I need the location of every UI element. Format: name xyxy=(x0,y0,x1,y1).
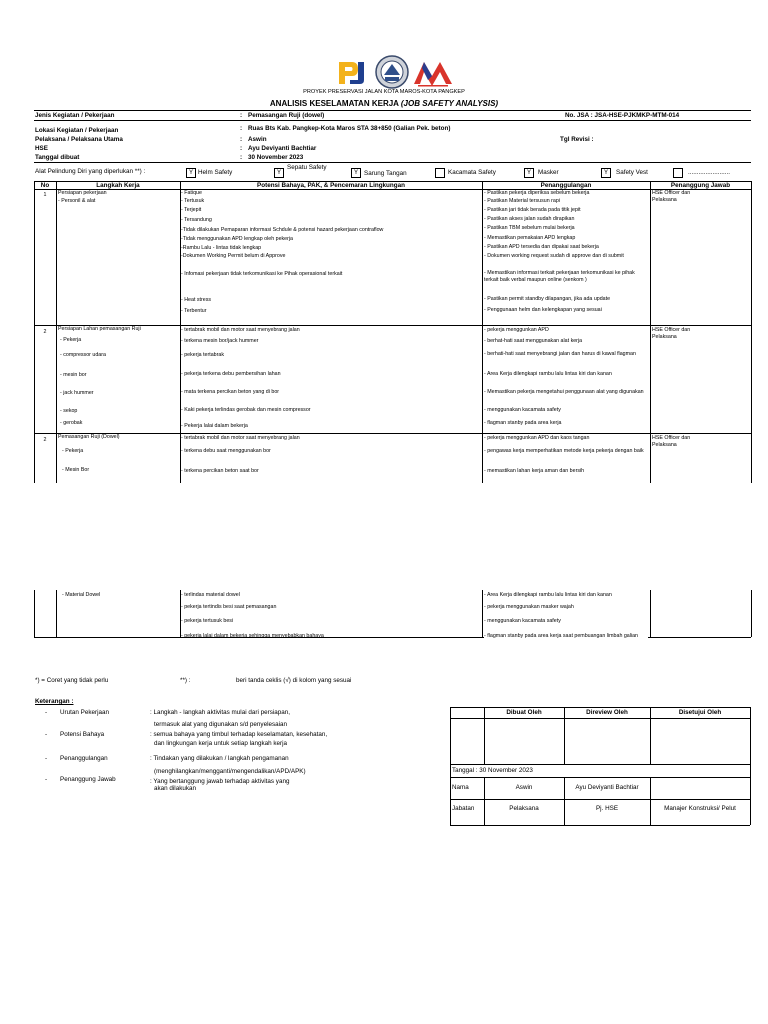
control-item: - pekerja menggunkan APD xyxy=(484,327,549,333)
control-item: - pengawas kerja memperhatikan metode kerja pekerja dengan baik xyxy=(484,448,644,454)
control-item: - Pastikan Material tersusun rapi xyxy=(484,198,560,204)
control-item: - Dokumen working request sudah di approve dan di submit xyxy=(484,253,624,259)
sig-jabatan-label: Jabatan xyxy=(452,805,475,812)
hazard-item: -Tidak menggunakan APD lengkap oleh pekerja xyxy=(181,236,293,242)
hazard-item: - Fatique xyxy=(181,190,202,196)
control-item: - berhati-hati saat menyebrangi jalan dan harus di kawal flagman xyxy=(484,351,636,357)
hazard-item: - pekerja terkena debu pembersihan lahan xyxy=(181,371,281,377)
sig-nama-direview: Ayu Deviyanti Bachtiar xyxy=(575,784,639,791)
step-item: Persiapan pekerjaan xyxy=(58,190,107,196)
tgl-revisi: Tgl Revisi : xyxy=(560,136,594,143)
footnote-stars: **) : xyxy=(180,677,191,684)
row-no: 1 xyxy=(43,192,47,198)
hazard-item: - terkena debu saat menggunakan bor xyxy=(181,448,271,454)
step-item: Pemasangan Ruji (Dowel) xyxy=(58,434,120,440)
control-item: - flagman stanby pada area kerja saat pembuangan limbah galian xyxy=(484,633,648,640)
hazard-item: - pekerja tertabrak xyxy=(181,352,224,358)
hazard-item: - pekerja tertusuk besi xyxy=(181,618,234,624)
apd-checkbox-vest[interactable]: Y xyxy=(601,168,611,178)
hazard-item: - tertabrak mobil dan motor saat menyebrang jalan xyxy=(181,327,300,333)
sig-nama-dibuat: Aswin xyxy=(515,784,533,791)
apd-checkbox-sepatu[interactable]: Y xyxy=(274,168,284,178)
keterangan-desc: (menghilangkan/mengganti/mengendalikan/APD/APK) xyxy=(154,768,306,775)
sig-header-dibuat: Dibuat Oleh xyxy=(506,709,542,716)
apd-checkbox-sarung[interactable]: Y xyxy=(351,168,361,178)
col-header-potensi: Potensi Bahaya, PAK, & Pencemaran Lingkungan xyxy=(257,182,405,189)
keterangan-desc: akan dilakukan xyxy=(154,785,197,792)
control-item: - Pastikan permit standby dilapangan, jika ada update xyxy=(484,296,611,302)
control-item: - berhat-hati saat menggunakan alat kerja xyxy=(484,338,583,344)
control-item: - Pastikan APD tersedia dan dipakai saat bekerja xyxy=(484,244,599,250)
apd-checkbox-masker[interactable]: Y xyxy=(524,168,534,178)
apd-kacamata-label: Kacamata Safety xyxy=(448,169,496,176)
col-header-penanggulangan: Penanggulangan xyxy=(540,182,592,189)
apd-checkbox-helm[interactable]: Y xyxy=(186,168,196,178)
keterangan-label: Penanggulangan xyxy=(60,755,108,762)
hazard-item: - pekerja tertindis besi saat pemasangan xyxy=(181,604,277,610)
hse-label: HSE xyxy=(35,145,48,152)
keterangan-desc: termasuk alat yang digunakan s/d penyelesaian xyxy=(154,721,288,728)
control-item: - Pastikan jari tidak berada pada titik jepit xyxy=(484,207,581,213)
bullet: - xyxy=(45,776,48,783)
colon: : xyxy=(240,145,243,152)
hazard-item: -Rambu Lalu - lintas tidak lengkap xyxy=(181,245,262,251)
keterangan-label: Potensi Bahaya xyxy=(60,731,105,738)
step-item: - gerobak xyxy=(60,420,83,426)
apd-sepatu-label: Sepatu Safety xyxy=(287,164,327,171)
jenis-label: Jenis Kegiatan / Pekerjaan xyxy=(35,112,115,119)
company-m-logo-icon xyxy=(412,58,454,88)
control-item: - menggunakan kacamata safety xyxy=(484,407,561,413)
step-item: - compressor udara xyxy=(60,352,106,358)
colon: : xyxy=(240,154,243,161)
pelaksana-label: Pelaksana / Pelaksana Utama xyxy=(35,136,123,143)
col-header-pj: Penanggung Jawab xyxy=(670,182,731,189)
hazard-item: - Heat stress xyxy=(181,297,212,303)
sig-jabatan-disetujui: Manajer Konstruksi/ Pelut xyxy=(664,805,736,812)
document-title xyxy=(0,99,768,108)
bullet: - xyxy=(45,755,48,762)
colon: : xyxy=(240,125,243,132)
step-item: Persiapan Lahan pemasangan Ruji xyxy=(58,326,141,332)
hazard-item: - tertabrak mobil dan motor saat menyebrang jalan xyxy=(181,435,300,441)
sig-nama-label: Nama xyxy=(452,784,469,791)
sig-header-disetujui: Disetujui Oleh xyxy=(678,709,722,716)
pj-cell: HSE Officer dan Pelaksana xyxy=(652,435,691,448)
apd-checkbox-other[interactable] xyxy=(673,168,683,178)
col-header-no: No xyxy=(40,182,50,189)
tanggal-label: Tanggal dibuat xyxy=(35,154,80,161)
bullet: - xyxy=(45,731,48,738)
control-item: - flagman stanby pada area kerja xyxy=(484,420,562,426)
keterangan-desc: : Tindakan yang dilakukan / langkah pengamanan xyxy=(150,755,289,762)
sig-tanggal: Tanggal : 30 November 2023 xyxy=(452,767,533,774)
pu-logo-icon xyxy=(336,58,370,88)
apd-masker-label: Masker xyxy=(538,169,559,176)
step-item: - mesin bor xyxy=(60,372,87,378)
step-item: - Material Dowel xyxy=(62,592,101,598)
jenis-value: Pemasangan Ruji (dowel) xyxy=(248,112,325,119)
document-title-italic: (JOB SAFETY ANALYSIS) xyxy=(400,99,499,108)
apd-label: Alat Pelindung Diri yang diperlukan **) : xyxy=(35,168,146,175)
pj-cell: HSE Officer dan Pelaksana xyxy=(652,327,691,340)
hazard-item: - terlindas material dowel xyxy=(181,592,240,598)
sig-header-direview: Direview Oleh xyxy=(586,709,628,716)
control-item: - memastikan lahan kerja aman dan bersih xyxy=(484,468,585,474)
control-item: - pekerja menggunakan masker wajah xyxy=(484,604,574,610)
document-title-main: ANALISIS KESELAMATAN KERJA xyxy=(269,99,399,108)
control-item: - menggunakan kacamata safety xyxy=(484,618,561,624)
hazard-item: - Infomasi pekerjaan tidak terkomunikasi ke Pihak operasional terkait xyxy=(181,271,343,277)
hazard-item: - pekerja lalai dalam bekerja sehingga menyebabkan bahaya xyxy=(181,633,324,639)
hse-value: Ayu Deviyanti Bachtiar xyxy=(248,145,317,152)
hazard-item: - Pekerja lalai dalam bekerja xyxy=(181,423,248,429)
step-item: - Personil & alat xyxy=(58,198,96,204)
bullet: - xyxy=(45,709,48,716)
sig-jabatan-dibuat: Pelaksana xyxy=(509,805,539,812)
control-item: - Pastikan pekerja diperiksa sebelum bekerja xyxy=(484,190,590,196)
lokasi-label: Lokasi Kegiatan / Pekerjaan xyxy=(35,127,119,134)
tanggal-value: 30 November 2023 xyxy=(248,154,304,161)
step-item: - Pekerja xyxy=(60,337,82,343)
project-name: PROYEK PRESERVASI JALAN KOTA MAROS-KOTA PANGKEP xyxy=(303,89,465,95)
row-no: 2 xyxy=(43,329,47,335)
col-header-langkah: Langkah Kerja xyxy=(96,182,140,189)
apd-helm-label: Helm Safety xyxy=(198,169,233,176)
footnote-coret: *) = Coret yang tidak perlu xyxy=(35,677,109,684)
keterangan-title: Keterangan : xyxy=(35,698,74,705)
row-no: 2 xyxy=(43,437,47,443)
apd-checkbox-kacamata[interactable] xyxy=(435,168,445,178)
pj-cell: HSE Officer dan Pelaksana xyxy=(652,190,691,203)
control-item: - Memastikan pekerja mengetahui penggunaan alat yang digunakan xyxy=(484,389,644,395)
control-item: - Area Kerja dilengkapi rambu lalu lintas kiri dan kanan xyxy=(484,592,612,598)
colon: : xyxy=(240,112,243,119)
hazard-item: -Dokumen Working Permit belum di Approve xyxy=(181,253,286,259)
control-item: - Area Kerja dilengkapi rambu lalu lintas kiri dan kanan xyxy=(484,371,612,377)
footnote-ceklis: beri tanda ceklis (√) di kolom yang sesuai xyxy=(236,677,352,684)
hazard-item: -Tidak dilakukan Pemaparan informasi Schdule & potensi hazard pekerjaan contraflow xyxy=(181,227,384,233)
control-item: - Penggunaan helm dan kelengkapan yang sesuai xyxy=(484,307,602,313)
no-jsa: No. JSA : JSA-HSE-PJKMKP-MTM-014 xyxy=(565,112,680,119)
sig-jabatan-direview: Pj. HSE xyxy=(595,805,619,812)
step-item: - sekop xyxy=(60,408,78,414)
control-item: - Memastikan informasi terkait pekerjaan terkomunikasi ke pihak terkait baik verbal maupun online (senkom ) xyxy=(484,270,635,283)
hazard-item: - terkena mesin bor/jack hummer xyxy=(181,338,259,344)
control-item: - Memastikan pemakaian APD lengkap xyxy=(484,235,576,241)
keterangan-label: Urutan Pekerjaan xyxy=(60,709,110,716)
hazard-item: - mata terkena percikan beton yang di bor xyxy=(181,389,280,395)
hazard-item: - Tertusuk xyxy=(181,198,205,204)
control-item: - Pastikan akses jalan sudah dirapikan xyxy=(484,216,575,222)
pelaksana-value: Aswin xyxy=(248,136,267,143)
hazard-item: - Kaki pekerja terlindas gerobak dan mesin compressor xyxy=(181,407,311,413)
keterangan-desc: : semua bahaya yang timbul terhadap keselamatan, kesehatan, xyxy=(150,731,328,738)
seal-logo-icon xyxy=(374,55,410,89)
step-item: - Pekerja xyxy=(62,448,84,454)
colon: : xyxy=(240,136,243,143)
keterangan-desc: : Yang bertanggung jawab terhadap aktivitas yang xyxy=(150,778,290,785)
keterangan-desc: dan lingkungan kerja untuk setiap langkah kerja xyxy=(154,740,288,747)
lokasi-value: Ruas Bts Kab. Pangkep-Kota Maros STA 38+850 (Galian Pek. beton) xyxy=(248,125,451,132)
control-item: - Pastikan TBM sebelum mulai bekerja xyxy=(484,225,575,231)
keterangan-desc: : Langkah - langkah aktivitas mulai dari persiapan, xyxy=(150,709,291,716)
step-item: - jack hummer xyxy=(60,390,94,396)
hazard-item: - Terbentur xyxy=(181,308,207,314)
apd-vest-label: Safety Vest xyxy=(616,169,648,176)
control-item: - pekerja menggunkan APD dan kaos tangan xyxy=(484,435,590,441)
hazard-item: - Terjepit xyxy=(181,207,202,213)
apd-sarung-label: Sarung Tangan xyxy=(364,170,407,177)
hazard-item: - Tersandung xyxy=(181,217,212,223)
apd-other-dots: ........................ xyxy=(688,169,730,176)
keterangan-label: Penanggung Jawab xyxy=(60,776,116,783)
hazard-item: - terkena percikan beton saat bor xyxy=(181,468,259,474)
step-item: - Mesin Bor xyxy=(62,467,90,473)
